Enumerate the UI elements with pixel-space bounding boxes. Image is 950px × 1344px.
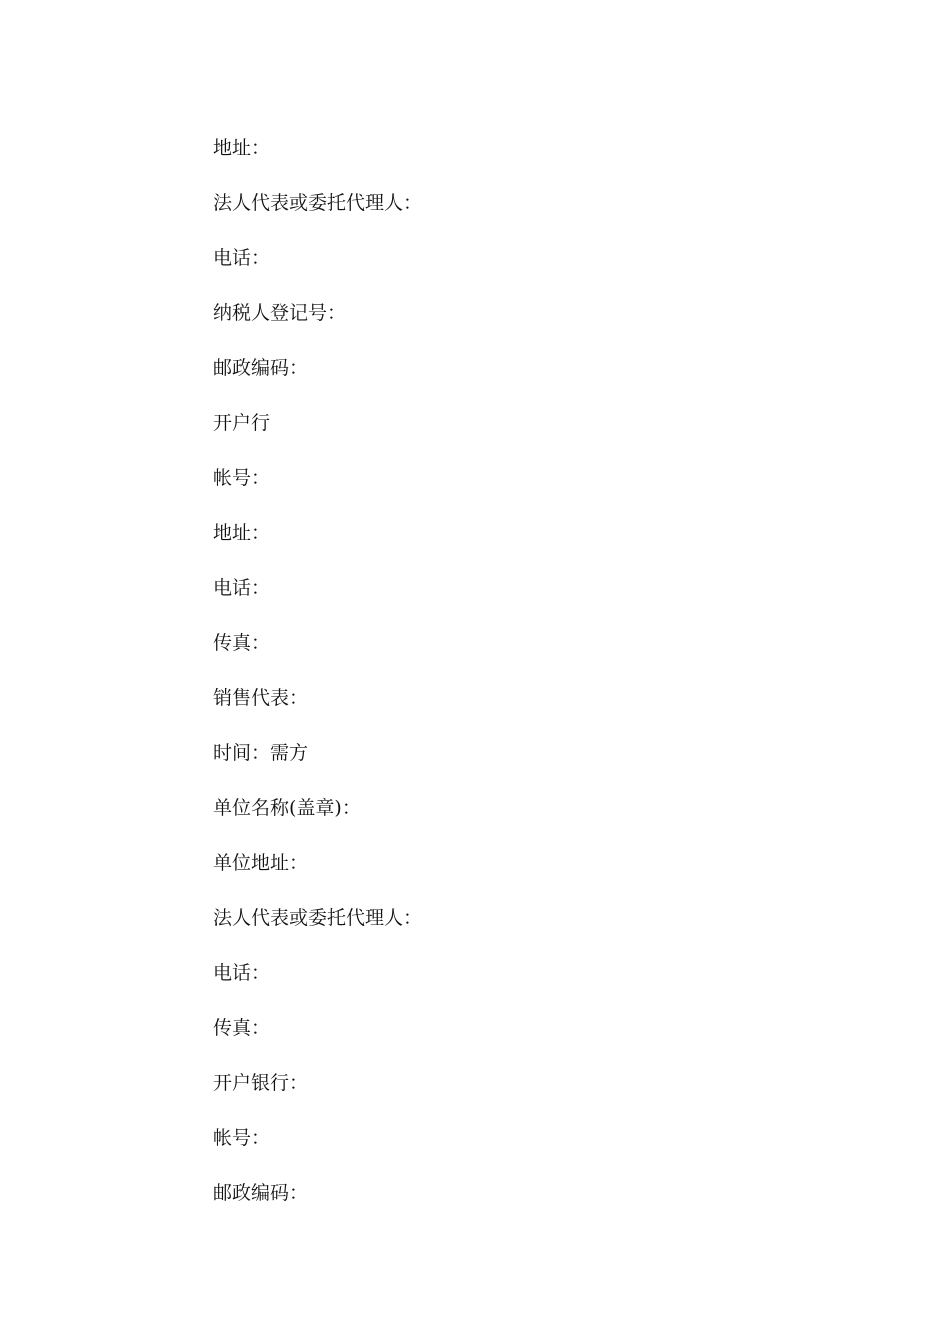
line-time-buyer: 时间：需方 — [213, 742, 309, 764]
line-phone-3: 电话： — [213, 962, 271, 984]
line-postal-code: 邮政编码： — [213, 357, 309, 379]
line-bank-2: 开户银行： — [213, 1072, 309, 1094]
line-postal-code-2: 邮政编码： — [213, 1182, 309, 1204]
document-body — [213, 134, 833, 1234]
line-company-address: 单位地址： — [213, 852, 309, 874]
line-address-2: 地址： — [213, 522, 271, 544]
line-phone: 电话： — [213, 247, 271, 269]
line-legal-representative: 法人代表或委托代理人： — [213, 192, 423, 214]
line-company-name-seal: 单位名称(盖章)： — [213, 797, 361, 819]
line-account-number: 帐号： — [213, 467, 271, 489]
line-fax: 传真： — [213, 632, 271, 654]
line-account-number-2: 帐号： — [213, 1127, 271, 1149]
line-phone-2: 电话： — [213, 577, 271, 599]
line-address: 地址： — [213, 137, 271, 159]
line-legal-representative-2: 法人代表或委托代理人： — [213, 907, 423, 929]
line-sales-representative: 销售代表： — [213, 687, 309, 709]
line-bank: 开户行 — [213, 412, 271, 434]
line-taxpayer-id: 纳税人登记号： — [213, 302, 347, 324]
line-fax-2: 传真： — [213, 1017, 271, 1039]
